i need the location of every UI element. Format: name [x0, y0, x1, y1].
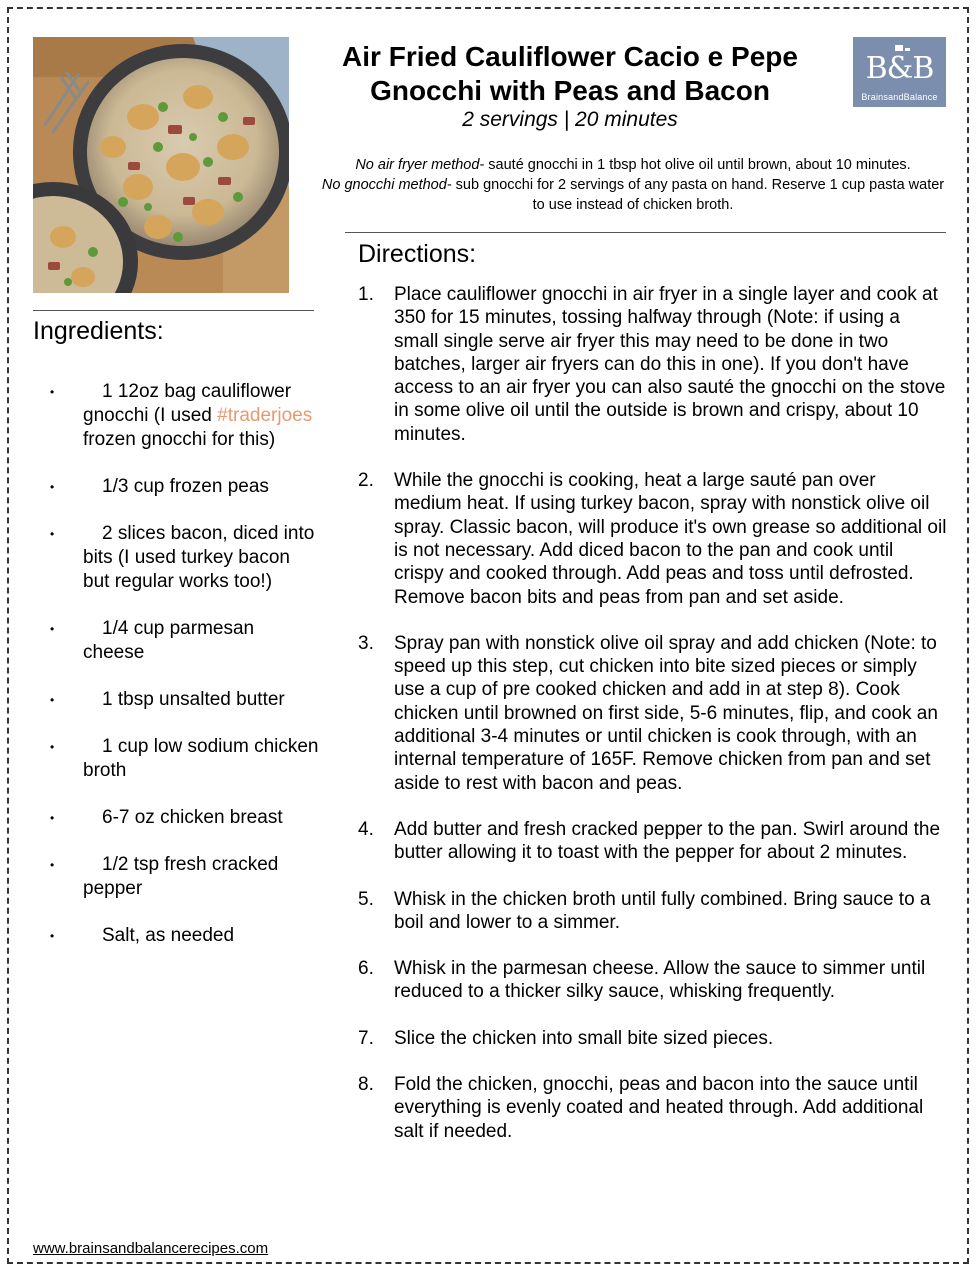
ingredient-text: 1 12oz bag cauliflower gnocchi (I used: [83, 381, 292, 426]
ingredient-item: [50, 735, 320, 783]
logo-mark: B&B: [865, 51, 934, 86]
step-text: Spray pan with nonstick olive oil spray and add chicken (Note: to speed up this step, cut chicken into bite sized pieces or simply use a cup of pre cooked chicken and add in at step 8). Cook chicken until browned on first side, 5-6 minutes, flip, and cook an additional 3-4 minutes or until chicken is cook through, with an internal temperature of 165F. Remove chicken from pan and set aside to rest with bacon and peas.: [394, 632, 938, 794]
ingredient-text: 1/3 cup frozen peas: [102, 476, 269, 497]
bullet: •: [50, 929, 55, 943]
direction-step: [358, 283, 948, 446]
ingredient-item: [50, 522, 320, 594]
ingredients-list: [50, 380, 320, 971]
step-text: Whisk in the parmesan cheese. Allow the sauce to simmer until reduced to a thicker silky sauce, whisking frequently.: [394, 958, 926, 1003]
step-text: Slice the chicken into small bite sized pieces.: [394, 1027, 774, 1049]
direction-step: [358, 632, 948, 795]
ingredient-text: Salt, as needed: [102, 925, 235, 946]
note-gnocchi: [318, 175, 948, 215]
direction-step: [358, 818, 948, 865]
step-number: 4.: [358, 818, 374, 840]
direction-step: [358, 888, 948, 935]
hashtag-link[interactable]: #traderjoes: [217, 405, 313, 426]
bullet: •: [50, 858, 55, 872]
step-number: 6.: [358, 958, 374, 980]
direction-step: [358, 1073, 948, 1143]
ingredient-text: 1/4 cup parmesan cheese: [83, 618, 255, 663]
brand-logo: [853, 37, 946, 107]
ingredient-item: [50, 475, 320, 499]
step-number: 7.: [358, 1027, 374, 1049]
ingredient-item: [50, 853, 320, 901]
method-notes: [318, 155, 948, 215]
ingredient-text: 2 slices bacon, diced into bits (I used turkey bacon but regular works too!): [83, 523, 315, 592]
ingredient-text: 1 cup low sodium chicken broth: [83, 736, 319, 781]
note-air-fryer-label: No air fryer method-: [355, 157, 485, 173]
step-number: 3.: [358, 632, 374, 654]
directions-list: [358, 283, 948, 1166]
ingredients-heading: Ingredients:: [33, 317, 164, 345]
recipe-photo: [33, 37, 289, 293]
direction-step: [358, 469, 948, 609]
bullet: •: [50, 527, 55, 541]
note-air-fryer-text: sauté gnocchi in 1 tbsp hot olive oil until brown, about 10 minutes.: [484, 157, 911, 173]
ingredient-item: [50, 688, 320, 712]
title-line-1: Air Fried Cauliflower Cacio e Pepe: [342, 41, 798, 72]
logo-tagline: BrainsandBalance: [861, 92, 938, 102]
website-link[interactable]: www.brainsandbalancerecipes.com: [33, 1240, 269, 1257]
ingredient-text: 1 tbsp unsalted butter: [102, 689, 285, 710]
ingredient-text-rest: frozen gnocchi for this): [83, 429, 276, 450]
directions-heading: Directions:: [358, 240, 477, 268]
bullet: •: [50, 693, 55, 707]
step-number: 2.: [358, 470, 374, 492]
bullet: •: [50, 811, 55, 825]
title-line-2: Gnocchi with Peas and Bacon: [370, 75, 770, 106]
note-gnocchi-text: sub gnocchi for 2 servings of any pasta on hand. Reserve 1 cup pasta water to use instead of chicken broth.: [451, 177, 945, 213]
step-text: Add butter and fresh cracked pepper to the pan. Swirl around the butter allowing it to toast with the pepper for about 2 minutes.: [394, 818, 941, 864]
step-text: Place cauliflower gnocchi in air fryer in a single layer and cook at 350 for 15 minutes, tossing halfway through (Note: if using a small single serve air fryer this may need to be done in two batches, larger air fryers can do this in one). If you don't have access to an air fryer you can also sauté the gnocchi on the stove in some olive oil until the outside is brown and crispy, about 10 minutes.: [394, 284, 946, 445]
bullet: •: [50, 385, 55, 399]
ingredient-text: 6-7 oz chicken breast: [102, 807, 283, 828]
servings-time: 2 servings | 20 minutes: [462, 108, 678, 131]
ingredient-item: [50, 806, 320, 830]
ingredient-item: [50, 617, 320, 665]
ingredient-item: [50, 380, 320, 452]
note-gnocchi-label: No gnocchi method-: [321, 177, 452, 193]
step-number: 5.: [358, 888, 374, 910]
divider-right: [345, 232, 946, 233]
step-text: Whisk in the chicken broth until fully combined. Bring sauce to a boil and lower to a simmer.: [394, 888, 931, 933]
note-air-fryer: [318, 155, 948, 175]
step-text: Fold the chicken, gnocchi, peas and bacon into the sauce until everything is evenly coated and heated through. Add additional salt if needed.: [394, 1074, 924, 1142]
direction-step: [358, 1027, 948, 1050]
direction-step: [358, 957, 948, 1004]
bullet: •: [50, 480, 55, 494]
divider-left: [33, 310, 314, 311]
bullet: •: [50, 622, 55, 636]
ingredient-item: [50, 924, 320, 948]
step-text: While the gnocchi is cooking, heat a large sauté pan over medium heat. If using turkey bacon, spray with nonstick olive oil spray. Classic bacon, will produce it's own grease so additional oil is not necessary. Add diced bacon to the pan and cook until crispy and cooked through. Add peas and toss until defrosted. Remove bacon bits and peas from pan and set aside.: [394, 470, 947, 608]
bullet: •: [50, 740, 55, 754]
step-number: 1.: [358, 284, 374, 305]
recipe-title: [320, 40, 820, 108]
ingredient-text: 1/2 tsp fresh cracked pepper: [83, 854, 279, 899]
step-number: 8.: [358, 1074, 374, 1096]
